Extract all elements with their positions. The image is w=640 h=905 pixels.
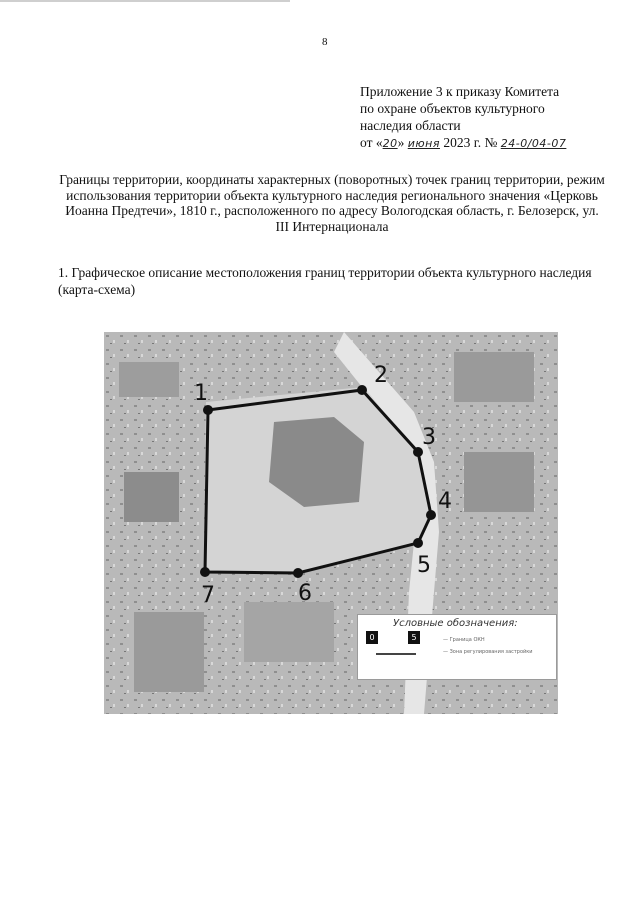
building-block (464, 452, 534, 512)
point-marker (203, 405, 213, 415)
point-marker (413, 538, 423, 548)
handwritten-number: 24-0/04-07 (500, 137, 567, 150)
page-number: 8 (322, 36, 328, 48)
building-block (454, 352, 534, 402)
building-block (124, 472, 179, 522)
point-label: 6 (298, 581, 312, 606)
top-border-line (0, 0, 290, 2)
legend-title: Условные обозначения: (393, 618, 518, 629)
point-label: 7 (201, 583, 215, 608)
point-marker (426, 510, 436, 520)
point-marker (293, 568, 303, 578)
point-label: 2 (374, 363, 388, 388)
year-text: 2023 г. № (443, 135, 498, 150)
point-marker (200, 567, 210, 577)
building-block (134, 612, 204, 692)
appendix-block (360, 83, 610, 152)
appendix-line-2: по охране объектов культурного (360, 101, 545, 116)
section-heading: 1. Графическое описание местоположения границ территории объекта культурного наследия (карта-схема) (58, 265, 592, 297)
legend-boundary-line (376, 653, 416, 655)
building-block (119, 362, 179, 397)
handwritten-month: июня (407, 137, 440, 150)
handwritten-day: 20 (382, 137, 398, 150)
appendix-line-3: наследия области (360, 118, 461, 133)
date-prefix: от « (360, 135, 383, 150)
document-title: Границы территории, координаты характерных (поворотных) точек границ территории, режим использования территории объекта культурного наследия регионального значения «Церковь Иоанна Предтечи», 1810 г., расположенного по адресу Вологодская область, г. Белозерск, ул. III Интернационала (59, 172, 605, 234)
legend-entry-2: — Зона регулирования застройки (443, 649, 533, 655)
point-marker (357, 385, 367, 395)
appendix-date-line: от «20» июня 2023 г. № 24-0/04-07 (360, 135, 567, 150)
map-legend (357, 614, 557, 680)
point-label: 4 (438, 489, 452, 514)
point-label: 3 (422, 425, 436, 450)
legend-swatch-a: 0 (366, 631, 378, 644)
point-label: 5 (417, 553, 431, 578)
appendix-line-1: Приложение 3 к приказу Комитета (360, 84, 560, 99)
legend-entry-1: — Граница ОКН (443, 637, 485, 643)
building-block (244, 602, 334, 662)
legend-swatch-b: 5 (408, 631, 420, 644)
point-label: 1 (194, 381, 208, 406)
